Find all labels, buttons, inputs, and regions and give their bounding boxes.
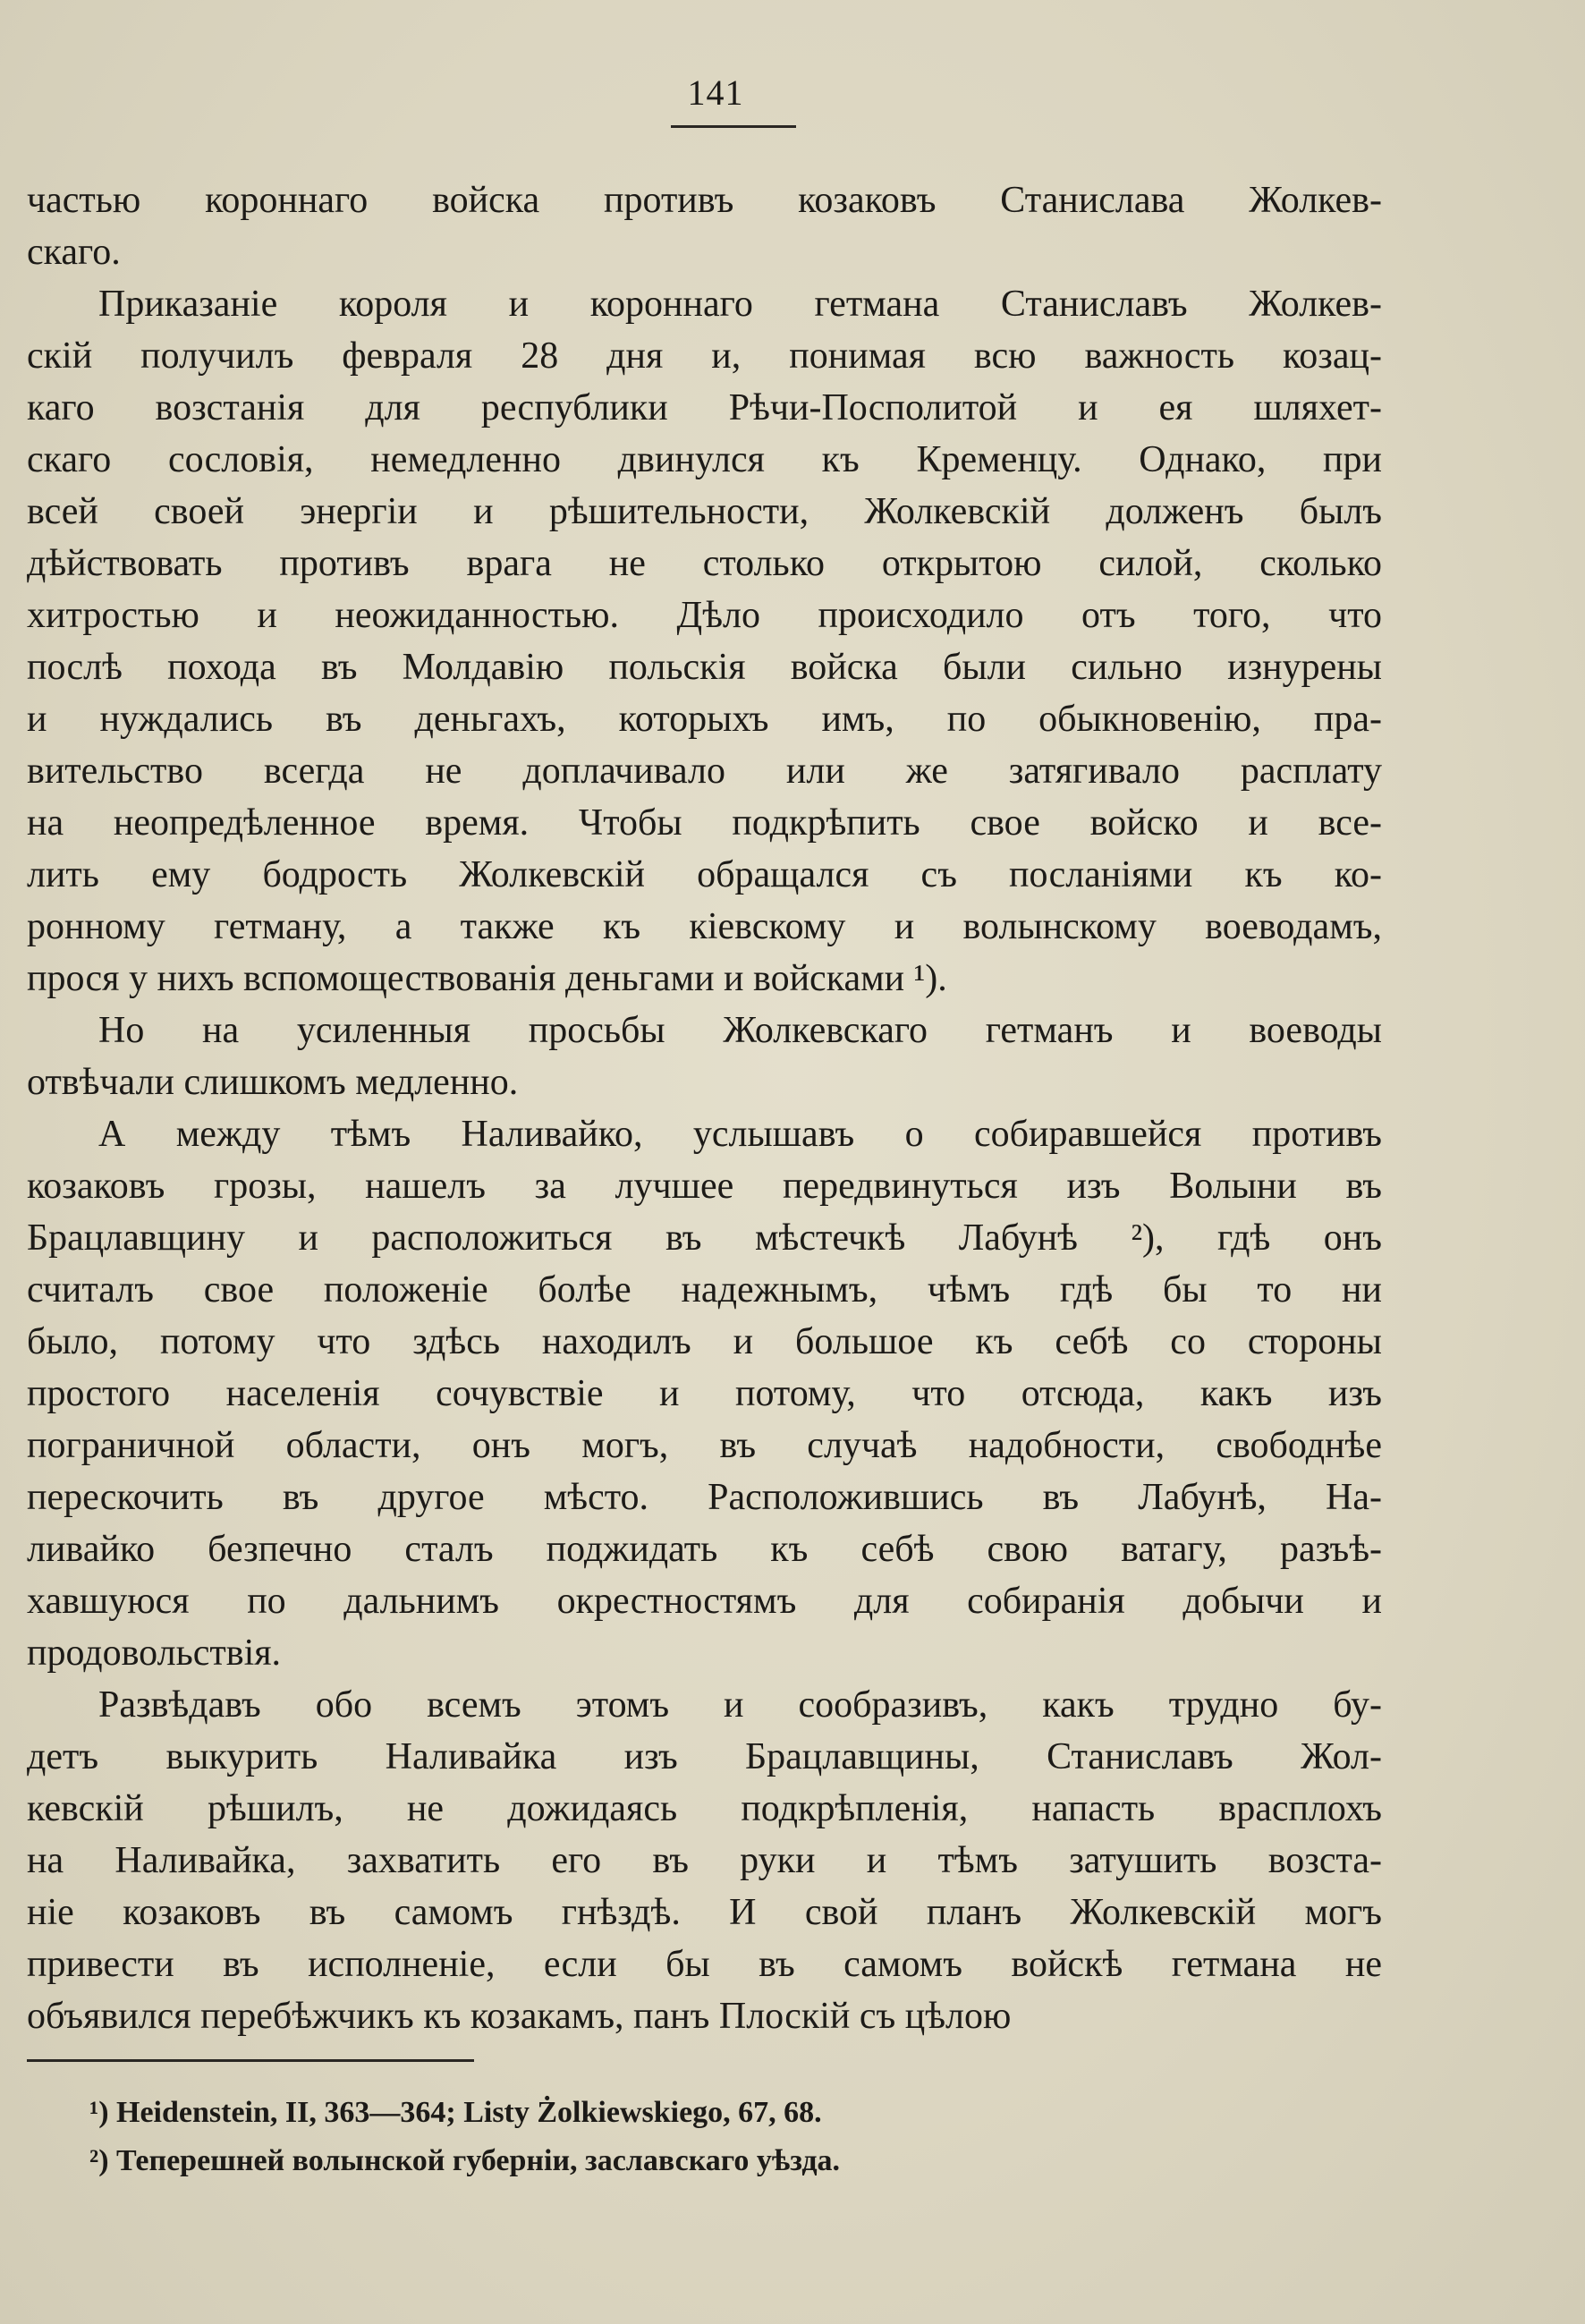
text-line: ливайко безпечно сталъ поджидать къ себѣ свою ватагу, разъѣ- bbox=[27, 1529, 1382, 1570]
text-line: на неопредѣленное время. Чтобы подкрѣпить свое войско и все- bbox=[27, 802, 1382, 844]
text-line: ронному гетману, а также къ кіевскому и волынскому воеводамъ, bbox=[27, 906, 1382, 947]
text-line: всей своей энергіи и рѣшительности, Жолкевскій долженъ былъ bbox=[27, 491, 1382, 532]
body-text bbox=[27, 174, 1382, 2042]
paragraph bbox=[27, 1005, 1382, 1108]
paragraph bbox=[27, 1679, 1382, 2042]
text-line: простого населенія сочувствіе и потому, что отсюда, какъ изъ bbox=[27, 1373, 1382, 1414]
text-line: хитростью и неожиданностью. Дѣло происходило отъ того, что bbox=[27, 595, 1382, 636]
text-line: продовольствія. bbox=[27, 1633, 282, 1674]
text-line: было, потому что здѣсь находилъ и большое къ себѣ со стороны bbox=[27, 1321, 1382, 1362]
text-line: послѣ похода въ Молдавію польскія войска были сильно изнурены bbox=[27, 647, 1382, 688]
text-line: вительство всегда не доплачивало или же затягивало расплату bbox=[27, 751, 1382, 792]
page-number-rule bbox=[671, 125, 796, 128]
text-line: перескочить въ другое мѣсто. Расположившись въ Лабунѣ, На- bbox=[27, 1477, 1382, 1518]
text-line: козаковъ грозы, нашелъ за лучшее передвинуться изъ Волыни въ bbox=[27, 1166, 1382, 1207]
paragraph bbox=[27, 174, 1382, 278]
text-line: скаго. bbox=[27, 232, 121, 273]
text-line: дѣйствовать противъ врага не столько открытою силой, сколько bbox=[27, 543, 1382, 584]
text-line: скаго сословія, немедленно двинулся къ Кременцу. Однако, при bbox=[27, 439, 1382, 480]
text-line: считалъ свое положеніе болѣе надежнымъ, чѣмъ гдѣ бы то ни bbox=[27, 1269, 1382, 1310]
paragraph bbox=[27, 278, 1382, 1005]
text-line: объявился перебѣжчикъ къ козакамъ, панъ Плоскій съ цѣлою bbox=[27, 1996, 1012, 2037]
text-line: Брацлавщину и расположиться въ мѣстечкѣ Лабунѣ ²), гдѣ онъ bbox=[27, 1217, 1382, 1259]
text-line: скій получилъ февраля 28 дня и, понимая всю важность козац- bbox=[27, 335, 1382, 377]
text-line: лить ему бодрость Жолкевскій обращался съ посланіями къ ко- bbox=[27, 854, 1382, 895]
text-line: на Наливайка, захватить его въ руки и тѣмъ затушить возста- bbox=[27, 1840, 1382, 1881]
text-line: каго возстанія для республики Рѣчи-Посполитой и ея шляхет- bbox=[27, 387, 1382, 428]
text-line: отвѣчали слишкомъ медленно. bbox=[27, 1062, 519, 1103]
text-line: частью короннаго войска противъ козаковъ Станислава Жолкев- bbox=[27, 180, 1382, 221]
footnotes bbox=[27, 2089, 1382, 2185]
text-line: пограничной области, онъ могъ, въ случаѣ надобности, свободнѣе bbox=[27, 1425, 1382, 1466]
text-line: ніе козаковъ въ самомъ гнѣздѣ. И свой планъ Жолкевскій могъ bbox=[27, 1892, 1382, 1933]
text-line: А между тѣмъ Наливайко, услышавъ о собиравшейся противъ bbox=[98, 1114, 1382, 1155]
footnote: ¹) Heidenstein, II, 363—364; Listy Żolkiewskiego, 67, 68. bbox=[89, 2096, 822, 2129]
text-line: детъ выкурить Наливайка изъ Брацлавщины, Станиславъ Жол- bbox=[27, 1736, 1382, 1777]
paragraph bbox=[27, 1108, 1382, 1679]
footnote-separator bbox=[27, 2059, 474, 2062]
text-line: Развѣдавъ обо всемъ этомъ и сообразивъ, какъ трудно бу- bbox=[98, 1684, 1382, 1726]
text-line: прося у нихъ вспомоществованія деньгами и войсками ¹). bbox=[27, 958, 947, 999]
text-line: привести въ исполненіе, если бы въ самомъ войскѣ гетмана не bbox=[27, 1944, 1382, 1985]
footnote: ²) Теперешней волынской губерніи, заславскаго уѣзда. bbox=[89, 2144, 841, 2177]
text-line: и нуждались въ деньгахъ, которыхъ имъ, по обыкновенію, пра- bbox=[27, 699, 1382, 740]
text-line: Но на усиленныя просьбы Жолкевскаго гетманъ и воеводы bbox=[98, 1010, 1382, 1051]
page-number: 141 bbox=[687, 72, 744, 113]
text-line: Приказаніе короля и короннаго гетмана Станиславъ Жолкев- bbox=[98, 284, 1382, 325]
text-line: хавшуюся по дальнимъ окрестностямъ для собиранія добычи и bbox=[27, 1581, 1382, 1622]
text-line: кевскій рѣшилъ, не дожидаясь подкрѣпленія, напасть врасплохъ bbox=[27, 1788, 1382, 1829]
